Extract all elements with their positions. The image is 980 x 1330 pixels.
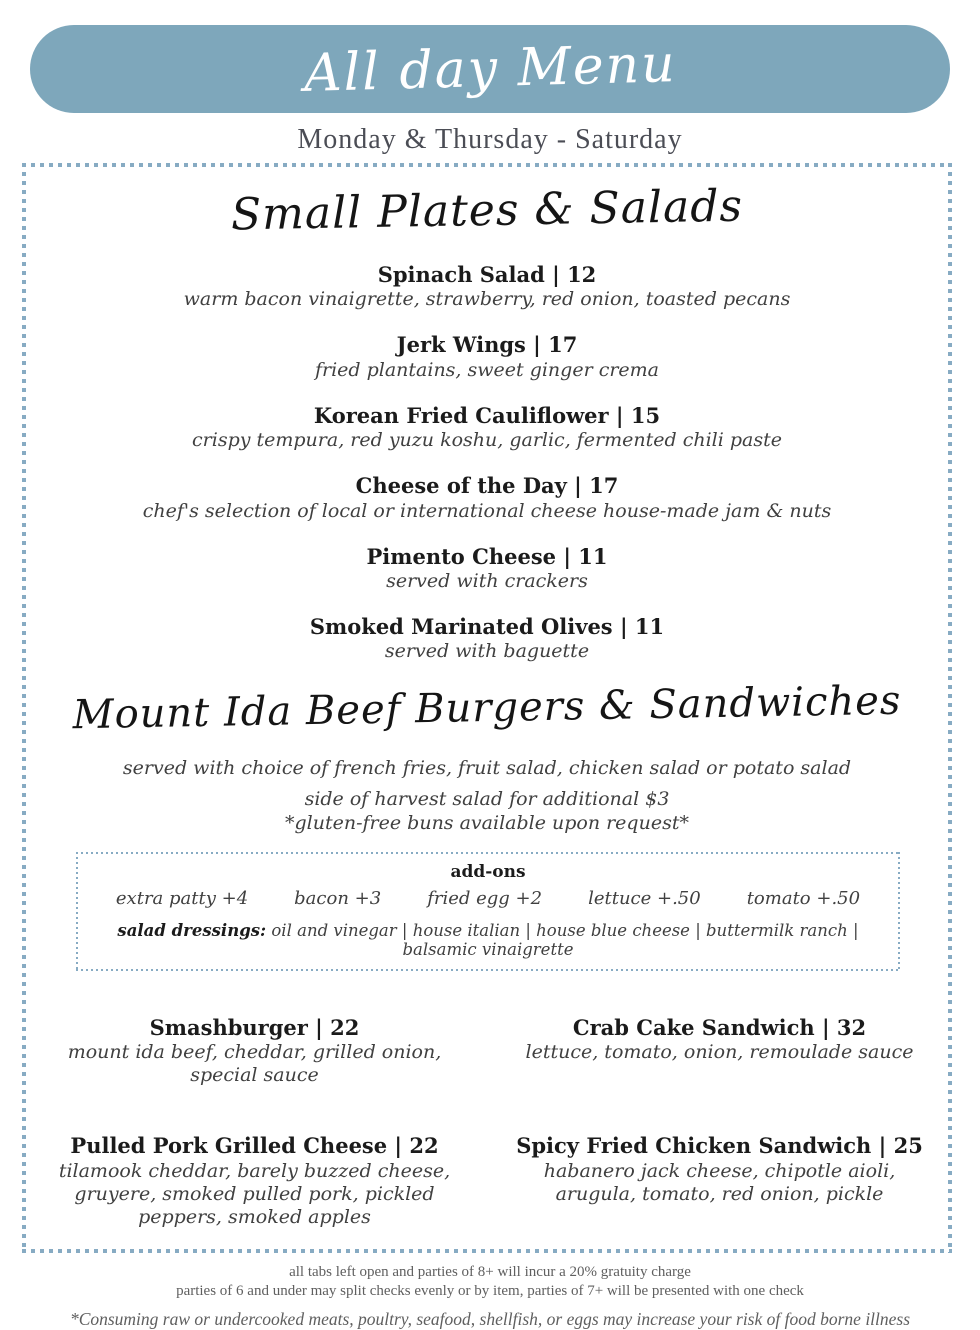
- addon-option-lettuce: lettuce +.50: [588, 887, 701, 909]
- menu-item-title: Smashburger | 22: [149, 1014, 360, 1040]
- section-heading-burgers: Mount Ida Beef Burgers & Sandwiches: [72, 677, 902, 738]
- menu-item-title: Smoked Marinated Olives | 11: [309, 614, 665, 640]
- menu-item-smashburger: [22, 1015, 487, 1088]
- menu-item-description: fried plantains, sweet ginger crema: [314, 358, 660, 381]
- menu-item-spinach-salad: [22, 262, 952, 311]
- menu-item-description: tilamook cheddar, barely buzzed cheese, gruyere, smoked pulled pork, pickled peppers, smoked apples: [58, 1159, 451, 1228]
- menu-item-jerk-wings: [22, 332, 952, 381]
- menu-item-title: Pulled Pork Grilled Cheese | 22: [70, 1133, 439, 1159]
- menu-item-description: crispy tempura, red yuzu koshu, garlic, fermented chili paste: [192, 429, 782, 452]
- addon-option-bacon: bacon +3: [294, 887, 382, 909]
- menu-item-korean-fried-cauliflower: [22, 403, 952, 452]
- salad-dressings-line: [86, 921, 890, 959]
- menu-item-description: habanero jack cheese, chipotle aioli, arugula, tomato, red onion, pickle: [543, 1159, 896, 1205]
- menu-panel: [22, 163, 952, 1253]
- menu-item-description: lettuce, tomato, onion, remoulade sauce: [525, 1041, 914, 1064]
- menu-item-title: Jerk Wings | 17: [396, 332, 578, 358]
- menu-item-title: Spinach Salad | 12: [377, 262, 597, 287]
- addon-option-fried-egg: fried egg +2: [427, 887, 543, 909]
- menu-item-pulled-pork-grilled-cheese: [22, 1133, 487, 1229]
- menu-item-description: served with baguette: [384, 640, 590, 663]
- salad-dressings-list: oil and vinegar | house italian | house blue cheese | buttermilk ranch | balsamic vinaigrette: [271, 920, 859, 959]
- menu-banner: [30, 25, 950, 113]
- menu-item-title: Spicy Fried Chicken Sandwich | 25: [516, 1133, 923, 1159]
- salad-dressings-label: salad dressings:: [117, 920, 267, 940]
- addons-panel: [76, 852, 900, 971]
- menu-item-description: mount ida beef, cheddar, grilled onion, special sauce: [67, 1041, 442, 1087]
- menu-item-description: warm bacon vinaigrette, strawberry, red onion, toasted pecans: [183, 288, 791, 311]
- menu-subtitle: Monday & Thursday - Saturday: [297, 124, 683, 155]
- menu-item-spicy-fried-chicken-sandwich: [487, 1133, 952, 1229]
- addons-options-row: [86, 888, 890, 909]
- health-disclaimer: *Consuming raw or undercooked meats, poultry, seafood, shellfish, or eggs may increase your risk of food borne illness: [69, 1308, 911, 1329]
- addons-heading: add-ons: [450, 861, 526, 882]
- menu-title: All day Menu: [302, 34, 677, 104]
- menu-item-title: Korean Fried Cauliflower | 15: [313, 402, 661, 428]
- menu-item-title: Cheese of the Day | 17: [355, 473, 619, 499]
- menu-item-pimento-cheese: [22, 544, 952, 593]
- addon-option-extra-patty: extra patty +4: [115, 887, 249, 909]
- menu-item-title: Pimento Cheese | 11: [366, 543, 608, 569]
- section-heading-small-plates: Small Plates & Salads: [230, 180, 744, 241]
- menu-item-title: Crab Cake Sandwich | 32: [572, 1014, 867, 1040]
- menu-item-cheese-of-the-day: [22, 473, 952, 522]
- split-check-note: parties of 6 and under may split checks evenly or by item, parties of 7+ will be presented with one check: [176, 1282, 804, 1299]
- gluten-free-note: *gluten-free buns available upon request*: [285, 812, 689, 835]
- small-plates-list: [22, 262, 952, 664]
- addon-option-tomato: tomato +.50: [746, 887, 861, 909]
- menu-footer: [0, 1263, 980, 1330]
- serving-choice-note: served with choice of french fries, fruit salad, chicken salad or potato salad: [122, 756, 852, 779]
- menu-item-description: chef's selection of local or international cheese house-made jam & nuts: [142, 499, 832, 522]
- menu-item-smoked-marinated-olives: [22, 614, 952, 663]
- burgers-intro: [22, 757, 952, 836]
- menu-item-description: served with crackers: [386, 569, 588, 592]
- entrees-grid: [22, 1015, 952, 1229]
- gratuity-note: all tabs left open and parties of 8+ will incur a 20% gratuity charge: [289, 1264, 691, 1281]
- menu-item-crab-cake-sandwich: [487, 1015, 952, 1088]
- harvest-salad-note: side of harvest salad for additional $3: [304, 788, 670, 811]
